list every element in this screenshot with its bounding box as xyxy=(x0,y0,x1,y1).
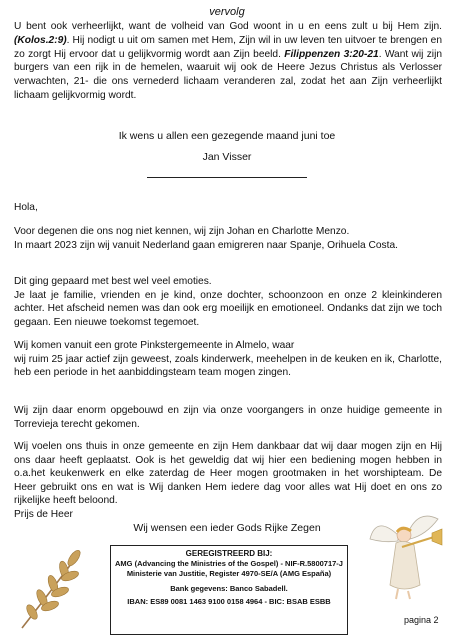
registration-ministry: Ministerie van Justitie, Register 4970-SE/A (AMG España) xyxy=(126,569,332,578)
registration-box xyxy=(110,545,348,635)
letter-p8: Wij voelen ons thuis in onze gemeente en zijn Hem dankbaar dat wij daar mogen zijn en Hij ons daar heeft geplaatst. Ook is het geweldig dat wij hier een bediening mogen hebben in o.a.het keukenwerk en elke zaterdag de Heer mogen grootmaken in het worshipteam. De Heer gebruikt ons en wat is Wij danken Hem iedere dag voor alles wat Hij doet en ons zo rijkelijke heeft beloond. xyxy=(14,441,442,507)
letter-p5: Wij komen vanuit een grote Pinkstergemeente in Almelo, waar xyxy=(14,340,295,351)
registration-amg: AMG (Advancing the Ministries of the Gospel) - NIF-R.5800717-J xyxy=(115,559,343,568)
letter-paragraph-2 xyxy=(14,275,442,329)
wheat-branch-icon xyxy=(8,540,96,630)
registration-title: GEREGISTREERD BIJ: xyxy=(185,549,273,558)
bible-ref-kolossenzen: (Kolos.2:9) xyxy=(14,34,67,46)
bank-details: Bank gegevens: Banco Sabadell. xyxy=(170,584,288,593)
letter-paragraph-4: Wij zijn daar enorm opgebouwd en zijn via onze voorgangers in onze huidige gemeente in Torrevieja terecht gekomen. xyxy=(14,405,442,430)
signature-rule xyxy=(147,177,307,178)
continuation-label: vervolg xyxy=(209,6,245,18)
letter-p6: wij ruim 25 jaar actief zijn geweest, zoals kinderwerk, meehelpen in de keuken en ik, Charlotte, heb een periode in het aanbiddingsteam team mogen zingen. xyxy=(14,353,442,379)
page-number: pagina 2 xyxy=(404,615,439,625)
letter-p2: In maart 2023 zijn wij vanuit Nederland gaan emigreren naar Spanje, Orihuela Costa. xyxy=(14,239,398,251)
signature-name: Jan Visser xyxy=(202,151,252,163)
closing-blessing: Wij wensen een ieder Gods Rijke Zegen xyxy=(133,522,321,534)
bible-ref-filippenzen: Filippenzen 3:20-21 xyxy=(284,48,379,60)
letter-paragraph-1 xyxy=(14,225,442,252)
intro-paragraph xyxy=(14,20,442,103)
intro-text-1: U bent ook verheerlijkt, want de volheid van God woont in u en eens zult u bij Hem zijn. xyxy=(14,21,442,32)
iban-bic: IBAN: ES89 0081 1463 9100 0158 4964 - BIC: BSAB ESBB xyxy=(127,597,331,606)
letter-p3: Dit ging gepaard met best wel veel emoties. xyxy=(14,276,212,287)
angel-trumpet-icon xyxy=(368,505,452,601)
wish-line: Ik wens u allen een gezegende maand juni toe xyxy=(118,130,336,142)
letter-greeting: Hola, xyxy=(14,202,38,213)
intro-text-3: . Want wij zijn burgers van een rijk in de hemelen, waaruit wij ook de Heere Jezus Christus als Verlosser verwachten, 21- die ons vernederd lichaam veranderen zal, zodat het aan Zijn verheerlijkt lichaam gelijkvormig wordt. xyxy=(14,48,443,101)
letter-p1: Voor degenen die ons nog niet kennen, wij zijn Johan en Charlotte Menzo. xyxy=(14,226,350,237)
intro-text-2: . Hij nodigt u uit om samen met Hem, Zijn wil in uw leven ten uitvoer te brengen en zo zorgt Hij ervoor dat u gelijkvormig wordt aan Zijn beeld. xyxy=(14,34,442,60)
letter-p4: Je laat je familie, vrienden en je kind, onze dochter, schoonzoon en onze 2 kleinkinderen achter. Het afscheid nemen was dan ook erg moeilijk en emotioneel. Ondanks dat zijn we toch gegaan. Een nieuwe toekomst tegemoet. xyxy=(14,289,442,328)
letter-p9: Prijs de Heer xyxy=(14,508,73,520)
letter-paragraph-3 xyxy=(14,339,442,380)
